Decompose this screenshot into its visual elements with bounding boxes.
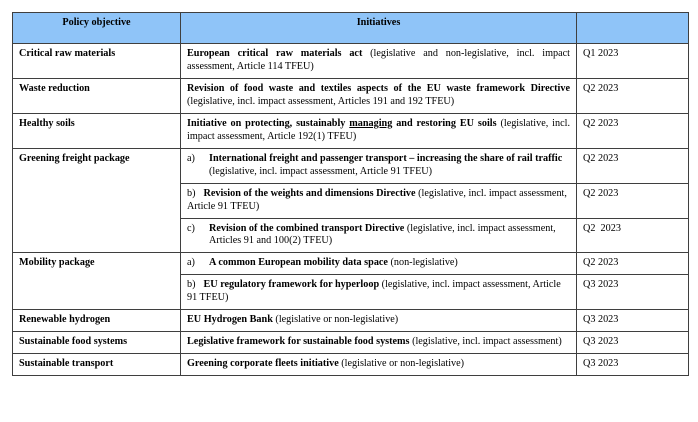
sub-item-body xyxy=(209,153,570,179)
initiative-detail: (legislative, incl. impact assessment, Articles 191 and 192 TFEU) xyxy=(187,95,455,107)
sub-item-marker: b) xyxy=(187,187,196,199)
initiative-title: Revision of the weights and dimensions Directive xyxy=(203,187,416,199)
initiative-cell xyxy=(181,332,577,354)
policy-objective-cell: Mobility package xyxy=(13,253,181,310)
policy-objective-cell: Healthy soils xyxy=(13,113,181,148)
table-row xyxy=(13,148,689,183)
policy-objective-cell: Sustainable transport xyxy=(13,354,181,376)
sub-item-marker: c) xyxy=(187,222,195,234)
table-header-row xyxy=(13,13,689,44)
sub-item-marker: b) xyxy=(187,279,196,291)
timing-cell: Q1 2023 xyxy=(577,44,689,79)
initiative-detail: (legislative, incl. impact assessment) xyxy=(409,336,562,348)
table-row xyxy=(13,332,689,354)
initiative-cell xyxy=(181,310,577,332)
policy-objective-cell: Sustainable food systems xyxy=(13,332,181,354)
table-header xyxy=(13,13,689,44)
initiative-cell xyxy=(181,253,577,275)
timing-cell: Q3 2023 xyxy=(577,332,689,354)
initiative-cell xyxy=(181,183,577,218)
table-row xyxy=(13,253,689,275)
timing-cell: Q2 2023 xyxy=(577,218,689,253)
initiative-title: Legislative framework for sustainable food systems xyxy=(187,336,410,348)
initiative-detail: (legislative, incl. impact assessment, Articles 91 and 100(2) TFEU) xyxy=(209,222,556,247)
initiative-cell xyxy=(181,113,577,148)
sub-item-marker: a) xyxy=(187,152,195,164)
timing-cell: Q2 2023 xyxy=(577,148,689,183)
initiative-detail: (legislative or non-legislative) xyxy=(338,358,465,370)
sub-item-body xyxy=(209,223,570,249)
sub-item-marker: a) xyxy=(187,257,195,269)
timing-cell: Q3 2023 xyxy=(577,310,689,332)
sub-item-body xyxy=(209,257,570,270)
table-row xyxy=(13,78,689,113)
initiative-title: Greening corporate fleets initiative xyxy=(187,358,339,370)
timing-cell: Q2 2023 xyxy=(577,253,689,275)
initiative-cell xyxy=(181,275,577,310)
initiative-detail: (legislative, incl. impact assessment, Article 91 TFEU) xyxy=(187,279,561,304)
column-header-policy-objective: Policy objective xyxy=(13,13,181,44)
initiative-sub-item xyxy=(187,223,570,249)
initiative-detail: (legislative and non-legislative, incl. impact assessment, Article 114 TFEU) xyxy=(187,48,570,72)
timing-cell: Q2 2023 xyxy=(577,183,689,218)
column-header-initiatives: Initiatives xyxy=(181,13,577,44)
initiative-title: EU regulatory framework for hyperloop xyxy=(203,279,380,291)
initiative-cell xyxy=(181,148,577,183)
policy-objective-cell: Waste reduction xyxy=(13,78,181,113)
initiative-title: A common European mobility data space xyxy=(209,257,388,269)
initiative-title: Revision of food waste and textiles aspects of the EU waste framework Directive xyxy=(187,82,570,94)
column-header-timing xyxy=(577,13,689,44)
initiative-title-part1: Initiative on protecting, sustainably xyxy=(187,117,350,129)
timing-cell: Q2 2023 xyxy=(577,78,689,113)
timing-cell: Q3 2023 xyxy=(577,354,689,376)
initiative-title: European critical raw materials act xyxy=(187,48,363,59)
initiative-title: International freight and passenger transport – increasing the share of rail traffic xyxy=(209,152,563,164)
timing-cell: Q2 2023 xyxy=(577,113,689,148)
initiative-cell xyxy=(181,218,577,253)
policy-objective-cell: Renewable hydrogen xyxy=(13,310,181,332)
initiative-cell xyxy=(181,354,577,376)
table-row xyxy=(13,310,689,332)
initiative-detail: (non-legislative) xyxy=(387,257,458,269)
initiative-sub-item xyxy=(187,257,570,270)
initiative-title-part2: and restoring EU soils xyxy=(392,117,497,129)
initiative-cell xyxy=(181,44,577,79)
initiative-sub-item xyxy=(187,153,570,179)
initiatives-table xyxy=(12,12,689,376)
initiative-detail: (legislative, incl. impact assessment, Article 192(1) TFEU) xyxy=(187,117,570,142)
initiative-detail: (legislative or non-legislative) xyxy=(272,314,399,326)
table-body xyxy=(13,44,689,376)
initiative-cell xyxy=(181,78,577,113)
table-row xyxy=(13,354,689,376)
timing-cell: Q3 2023 xyxy=(577,275,689,310)
policy-objective-cell: Greening freight package xyxy=(13,148,181,253)
initiative-title-underlined-word: managing xyxy=(349,117,393,129)
initiative-title: EU Hydrogen Bank xyxy=(187,314,273,326)
initiative-detail: (legislative, incl. impact assessment, Article 91 TFEU) xyxy=(187,187,567,212)
policy-objective-cell: Critical raw materials xyxy=(13,44,181,79)
initiative-title: Revision of the combined transport Directive xyxy=(209,222,405,234)
initiative-detail: (legislative, incl. impact assessment, Article 91 TFEU) xyxy=(209,165,433,177)
table-row xyxy=(13,113,689,148)
table-row xyxy=(13,44,689,79)
